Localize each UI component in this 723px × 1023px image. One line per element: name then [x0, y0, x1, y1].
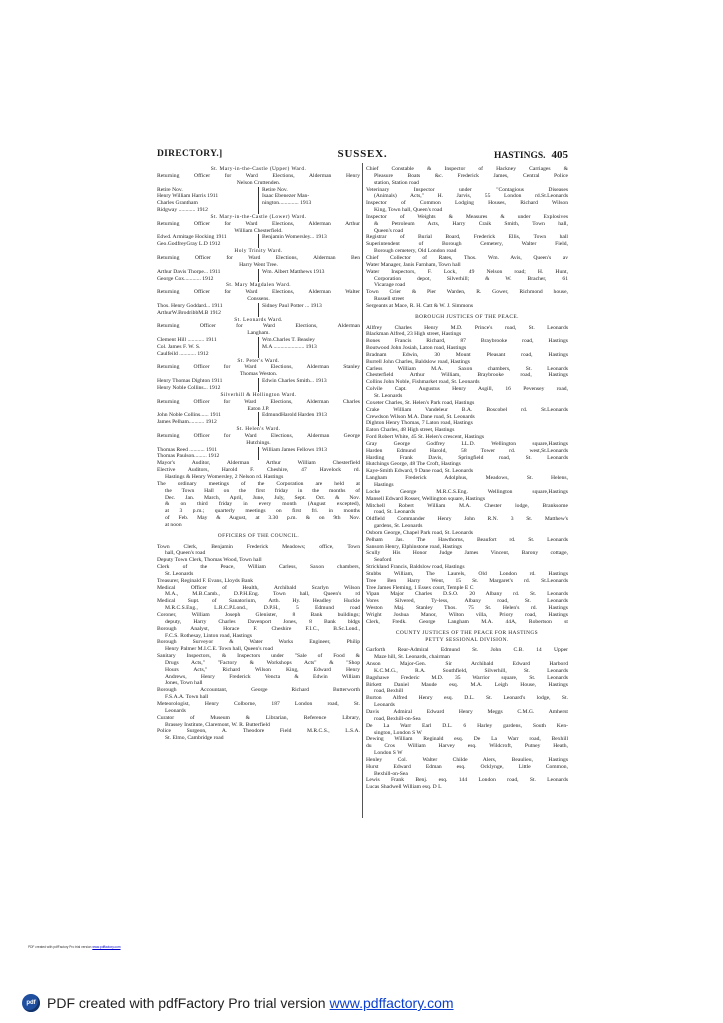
- councillor-entry: Arthur Davis Thorpe... 1911: [157, 268, 221, 275]
- text-line: Crake William Vandeleur B.A. Boscobel rd. St.Leonards: [366, 406, 568, 413]
- councillor-entry: [262, 453, 360, 460]
- councillor-right-list: [258, 447, 360, 461]
- text-line: Vipan Major Charles D.S.O. 20 Albany rd. St. Leonards: [366, 591, 568, 598]
- councillor-entry: Caulfeild ............ 1912: [157, 350, 209, 357]
- councillor-left-list: [157, 187, 258, 214]
- continuation-line: road, Bexhill-on-Sea: [374, 715, 421, 722]
- councillor-left-list: [157, 378, 258, 392]
- text-line: Hutchings George, 48 The Croft, Hastings: [366, 461, 461, 468]
- councillor-entry: Isaac Ebenezer Man-: [262, 193, 310, 200]
- councillor-entry: Clement Hill ............ 1911: [157, 337, 217, 344]
- text-line: Ford Robert White, 45 St. Helen's crescent, Hastings: [366, 434, 485, 441]
- councillor-entry: Col. James F. W. S.: [157, 343, 201, 350]
- councillor-entry: Thomas Paulson......... 1912: [157, 453, 220, 460]
- text-line: Inspector of Common Lodging Houses, Richard Wilson: [366, 200, 568, 207]
- councillor-table: [157, 378, 360, 392]
- text-line: Clerk, Fredk. George Langham M.A. 44A, Robertson st: [366, 618, 568, 625]
- continuation-line: of Feb. May & August, at 3.30 p.m. & on 9th Nov.: [165, 515, 360, 522]
- continuation-line: King, Town hall, Queen's road: [374, 207, 443, 214]
- text-line: Medical Supt. of Sanatorium, Arth. Hy. Headley Huckle: [157, 598, 360, 605]
- text-line: Superintendent of Borough Cemetery, Walter Field,: [366, 241, 568, 248]
- continuation-line: (Animals) Acts," H. Jarvis, 55 London rd.St.Leonards: [374, 193, 568, 200]
- text-line: Chesterfield Arthur William, Braybrooke road, Hastings: [366, 372, 568, 379]
- running-head-town: HASTINGS.: [494, 151, 546, 161]
- continuation-line: gardens, St. Leonards: [374, 523, 423, 530]
- continuation-line: & Petroleum Acts, Harry Craik Smith, Town hall,: [374, 220, 568, 227]
- text-line: Oldfield Commander Henry John R.N. 3 St. Matthew's: [366, 516, 568, 523]
- councillor-entry: Henry Noble Collins... 1912: [157, 385, 221, 391]
- section-heading: Silverhill & Hollington Ward.: [220, 391, 297, 398]
- left-text-column: [157, 166, 360, 742]
- councillor-entry: George Cox............ 1912: [157, 275, 214, 282]
- text-line: Lucas Shadwell William esq. D L: [366, 784, 442, 791]
- continuation-line: Vicarage road: [374, 282, 406, 289]
- continuation-line: at noon: [165, 521, 182, 528]
- continuation-line: Maze hill, St. Leonards, chairman: [374, 654, 450, 661]
- text-line: Birkett Daniel Maude esq. M.A. Leigh House, Hastings: [366, 681, 568, 688]
- text-line: Henley Col. Walter Childe Alers, Beaulieu, Hastings: [366, 756, 568, 763]
- councillor-entry: [262, 310, 360, 317]
- continuation-line: Seaford: [374, 557, 392, 564]
- text-line: Mansell Edward Rosser, Wellington square, Hastings: [366, 495, 486, 502]
- councillor-entry: Thos. Henry Goddard... 1911: [157, 302, 223, 309]
- continuation-line: & on third friday in every month (August excepted),: [165, 501, 360, 508]
- councillor-entry: Retire Nov.: [262, 186, 288, 193]
- councillor-entry: Wm. Albert Matthews 1913: [262, 268, 325, 275]
- text-line: Medical Officer of Health, Archibald Scarlyn Wilson: [157, 584, 360, 591]
- text-line: Weston Maj. Stanley Thos. 75 St. Helen's rd. Hastings: [366, 605, 568, 612]
- councillor-right-list: [258, 187, 360, 214]
- continuation-line: sington, London S W: [374, 729, 422, 736]
- text-line: Deputy Town Clerk, Thomas Wood, Town hall: [157, 557, 262, 564]
- text-line: Blackman Alfred, 23 High street, Hastings: [366, 331, 462, 338]
- text-line: Returning Officer for Ward Elections, Alderman Walter: [157, 289, 360, 296]
- text-line: Inspector of Weights & Measures & under Explosives: [366, 213, 568, 220]
- text-line: Returning Officer for Ward Elections, Alderman Arthur: [157, 220, 360, 227]
- text-line: Vores Silvered, Ty-less, Albany road, St. Leonards: [366, 598, 568, 605]
- councillor-entry: Geo.GodfreyGray L.D 1912: [157, 241, 221, 248]
- text-line: Mitchell Robert William M.A. Chester lodge, Branksome: [366, 502, 568, 509]
- councillor-table: [157, 337, 360, 358]
- councillor-right-list: [258, 378, 360, 392]
- text-line: Returning Officer for Ward Elections, Alderman: [157, 323, 360, 330]
- text-line: Osborn George, Chapel Park road, St. Leonards: [366, 529, 473, 536]
- councillor-entry: EdmundHarold Harden 1913: [262, 412, 327, 419]
- text-line: Town Crier & Pier Warden, R. Gower, Richmond house,: [366, 289, 568, 296]
- text-line: Registrar of Burial Board, Frederick Ellis, Town hall: [366, 234, 568, 241]
- text-line: Coroner, William Joseph Glenister, 8 Bank buildings;: [157, 612, 360, 618]
- continuation-line: Queen's road: [374, 227, 404, 234]
- text-line: Borough Surveyor & Water Works Engineer, Philip: [157, 639, 360, 646]
- councillor-entry: Wm.Charles T. Beasley: [262, 337, 315, 344]
- section-heading: St. Peter's Ward.: [237, 357, 280, 364]
- continuation-line: hall, Queen's road: [165, 550, 206, 557]
- section-heading: St. Helen's Ward.: [236, 426, 281, 433]
- continuation-line: road, St. Leonards: [374, 509, 416, 516]
- text-line: Boutwood John Josiah, Laton road, Hastings: [366, 345, 467, 352]
- text-line: Harden Edmund Harold, 58 Tower rd. west,St.Leonards: [366, 447, 568, 454]
- continuation-line: Bexhill-on-Sea: [374, 770, 408, 777]
- text-line: Bones Francis Richard, 87 Braybrooke road, Hastings: [366, 338, 568, 345]
- text-line: Langham Frederick Adolphus, Meadows, St. Helens,: [366, 475, 568, 482]
- continuation-line: Corporation depot, Silverhill; & W. Bracher, 61: [374, 275, 568, 282]
- centered-line: Langham.: [247, 330, 270, 337]
- continuation-line: Pleasure Boats &c. Frederick James, Central Police: [374, 172, 568, 179]
- councillor-table: [157, 412, 360, 426]
- text-line: Chief Constable & Inspector of Hackney Carriages &: [366, 166, 568, 172]
- pdffactory-logo-icon: pdf: [22, 994, 40, 1012]
- text-line: Kaye-Smith Edward, 9 Dane road, St. Leonards: [366, 468, 474, 475]
- text-line: Collins John Noble, Fishmarket road, St. Leonards: [366, 379, 480, 386]
- text-line: Wright Joshua Manor, Wilton villa, Priory road, Hastings: [366, 612, 568, 618]
- councillor-left-list: [157, 337, 258, 358]
- continuation-line: Hastings & Henry Womersley, 2 Nelson rd. Hastings: [165, 473, 284, 480]
- centered-line: Thomas Weston.: [239, 371, 278, 378]
- councillor-entry: James Pelham........... 1912: [157, 419, 217, 426]
- continuation-line: K.C.M.G., R.A. Southfield, Silverhill, St. Leonards: [374, 667, 568, 674]
- footer-link[interactable]: www.pdffactory.com: [329, 995, 454, 1011]
- councillor-right-list: [258, 337, 360, 358]
- councillor-entry: nington.............. 1913: [262, 200, 312, 207]
- text-line: Strickland Francis, Baldslow road, Hastings: [366, 564, 465, 571]
- running-head-county: SUSSEX.: [337, 148, 388, 160]
- councillor-entry: ArthurW.BrodribbM.B 1912: [157, 309, 221, 316]
- text-line: Gray George Godfrey LL.D. Wellington square,Hastings: [366, 440, 568, 447]
- councillor-entry: Benjamin Womersley... 1913: [262, 234, 327, 241]
- text-line: Water Inspectors, F. Lock, 49 Nelson road; H. Hunt,: [366, 268, 568, 275]
- continuation-line: Drugs Acts," "Factory & Workshops Acts" & "Shop: [165, 659, 360, 666]
- councillor-left-list: [157, 234, 258, 248]
- councillor-entry: Ridgway ............ 1912: [157, 207, 208, 214]
- councillor-entry: Henry Thomas Dighton 1911: [157, 378, 223, 385]
- centered-line: Conssens.: [247, 296, 270, 303]
- continuation-line: F.C.S. Rothesay, Linton road, Hastings: [165, 632, 252, 639]
- section-heading: BOROUGH JUSTICES OF THE PEACE.: [415, 313, 519, 320]
- text-line: Veterinary Inspector under "Contagious Diseases: [366, 186, 568, 193]
- text-line: Borough Analyst, Horace F. Cheshire F.I.C., B.Sc.Lond.,: [157, 625, 360, 632]
- councillor-left-list: [157, 269, 258, 283]
- pdf-footer: [22, 993, 454, 1013]
- section-heading: Holy Trinity Ward.: [234, 248, 283, 255]
- councillor-right-list: [258, 234, 360, 248]
- text-line: Bradnam Edwin, 30 Mount Pleasant road, Hastings: [366, 351, 568, 358]
- text-line: Lewis Frank Benj. esq. 144 London road, St. Leonards: [366, 777, 568, 784]
- continuation-line: Brassey Institute, Claremont, W. R. Butterfield: [165, 721, 270, 728]
- text-line: Bagshawe Frederic M.D. 35 Warrior square, St. Leonards: [366, 674, 568, 681]
- centered-line: Hutchings.: [246, 439, 271, 446]
- text-line: Water Manager, Janis Farnham, Town hall: [366, 261, 461, 268]
- continuation-line: Leonards: [374, 702, 395, 709]
- continuation-line: St. Leonards: [165, 570, 194, 577]
- text-line: Borough Accountant, George Richard Butterworth: [157, 687, 360, 694]
- councillor-entry: Thomas Reed ........... 1911: [157, 446, 218, 453]
- right-text-column: [366, 166, 568, 791]
- text-line: Hurst Edward Edman esq. Ocklynge, Little Common,: [366, 763, 568, 770]
- centered-line: Nelson Cruttenden.: [236, 179, 281, 186]
- councillor-entry: Edwd. Armitage Hocking 1911: [157, 234, 227, 241]
- text-line: Returning Officer for Ward Elections, Alderman Henry: [157, 172, 360, 179]
- text-line: Carless William M.A. Saxon chambers, St. Leonards: [366, 365, 568, 372]
- text-line: Garforth Rear-Admiral Edmund St. John C.B. 14 Upper: [366, 647, 568, 654]
- councillor-table: [157, 447, 360, 461]
- centered-line: Harry Went Tree.: [239, 261, 278, 268]
- continuation-line: Russell street: [374, 296, 404, 303]
- councillor-entry: [262, 276, 360, 283]
- continuation-line: Hours Acts," Richard Wilson King, Edward Henry: [165, 666, 360, 673]
- councillor-entry: [262, 241, 360, 248]
- text-line: Police Surgeon, A. Theodore Field M.R.C.S., L.S.A.: [157, 728, 360, 735]
- text-line: Sansom Henry, Elphinstone road, Hastings: [366, 543, 462, 550]
- text-line: Stubbs William, The Laurels, Old London rd. Hastings: [366, 570, 568, 577]
- text-line: Sergeants at Mace, R. H. Catt & W. J. Simmons: [366, 302, 474, 309]
- continuation-line: F.S.A.A. Town hall: [165, 694, 209, 701]
- continuation-line: Leonards: [165, 707, 186, 714]
- continuation-line: Jones, Town hall: [165, 680, 203, 687]
- continuation-line: St. Elmo, Cambridge road: [165, 735, 224, 742]
- page-number: 405: [551, 149, 568, 161]
- councillor-left-list: [157, 412, 258, 426]
- text-line: Dighton Henry Thomas, 7 Laton road, Hastings: [366, 420, 473, 427]
- text-line: Returning Officer for Ward Elections, Alderman Ben: [157, 254, 360, 261]
- text-line: Coxeter Charles, St. Helen's Park road, Hastings: [366, 399, 475, 406]
- section-heading: OFFICERS OF THE COUNCIL.: [217, 532, 300, 539]
- councillor-entry: Henry William Harris 1911: [157, 193, 219, 200]
- text-line: Mayor's Auditor, Alderman Arthur William Chesterfield: [157, 460, 360, 467]
- text-line: Chief Collector of Rates, Thos. Wm. Avis, Queen's av: [366, 254, 568, 261]
- text-line: Elective Auditors, Harold F. Cheshire, 47 Havelock rd.: [157, 467, 360, 474]
- councillor-entry: Charles Grantham: [157, 200, 198, 207]
- section-heading: COUNTY JUSTICES OF THE PEACE FOR HASTINGS: [395, 629, 539, 636]
- text-line: Burrell John Charles, Baldslow road, Hastings: [366, 358, 470, 365]
- section-heading: St. Mary Magdalen Ward.: [225, 282, 292, 289]
- continuation-line: London S W: [374, 750, 403, 757]
- councillor-entry: John Noble Collins...... 1911: [157, 412, 221, 419]
- text-line: du Cros William Harvey esq. Wildcroft, Putney Heath,: [366, 743, 568, 750]
- section-heading: St. Leonards Ward.: [234, 316, 283, 323]
- text-line: Sanitary Inspectors, & Inspectors under "Sale of Food &: [157, 653, 360, 660]
- continuation-line: M.A., M.B.Camb., D.P.H.Eng. Town hall, Queen's rd: [165, 591, 360, 598]
- continuation-line: road, Bexhill: [374, 688, 404, 695]
- text-line: Town Clerk, Benjamin Frederick Meadows; office, Town: [157, 543, 360, 550]
- councillor-entry: [262, 385, 360, 392]
- tiny-note-link[interactable]: www.pdffactory.com: [92, 945, 121, 949]
- text-line: Eaton Charles, 48 High street, Hastings: [366, 427, 455, 434]
- text-line: Tree Ben Harry Went, 15 St. Margaret's rd. St.Leonards: [366, 577, 568, 584]
- text-line: Burton Alfred Henry esq. D.L. St. Leonard's lodge, St.: [366, 695, 568, 702]
- text-line: Tree James Fleming, 1 Essex court, Temple E C: [366, 584, 474, 591]
- text-line: Locke George M.R.C.S.Eng. Wellington square,Hastings: [366, 488, 568, 495]
- centered-line: Eaton J.P.: [247, 405, 270, 412]
- text-line: Curator of Museum & Librarian, Reference Library,: [157, 714, 360, 721]
- text-line: Allfrey Charles Henry M.D. Prince's road, St. Leonards: [366, 324, 568, 331]
- text-line: Dewing William Reginald esq. De La Warr road, Bexhill: [366, 736, 568, 743]
- continuation-line: St. Leonards: [374, 393, 403, 399]
- councillor-entry: William James Fellows 1913: [262, 446, 327, 453]
- text-line: Returning Officer for Ward Elections, Alderman Stanley: [157, 364, 360, 371]
- councillor-table: [157, 269, 360, 283]
- text-line: Returning Officer for Ward Elections, Alderman Charles: [157, 398, 360, 405]
- text-line: Scully His Honor Judge James Vincent, Barony cottage,: [366, 550, 568, 557]
- text-line: Harding Frank Davis, Springfield road, St. Leonards: [366, 454, 568, 461]
- councillor-left-list: [157, 303, 258, 317]
- text-line: Meteorologist, Henry Colborne, 187 London road, St.: [157, 700, 360, 707]
- column-divider: [362, 163, 363, 818]
- text-line: Davis Admiral Edward Henry Meggs C.M.G. Amherst: [366, 708, 568, 715]
- text-line: De La Warr Earl D.L. 6 Harley gardens, South Ken-: [366, 722, 568, 729]
- continuation-line: the Town Hall on the first friday in the months of: [165, 487, 360, 494]
- councillor-right-list: [258, 303, 360, 317]
- text-line: The ordinary meetings of the Corporation are held at: [157, 480, 360, 487]
- section-heading: PETTY SESSIONAL DIVISION.: [425, 636, 509, 643]
- continuation-line: Borough cemetery, Old London road: [374, 248, 457, 255]
- text-line: Crewdson Wilson M.A. Dane road, St. Leonards: [366, 413, 475, 420]
- councillor-table: [157, 187, 360, 214]
- councillor-entry: [262, 419, 360, 426]
- running-head-left: DIRECTORY.]: [157, 149, 223, 159]
- footer-text: PDF created with pdfFactory Pro trial version: [47, 995, 326, 1011]
- continuation-line: Henry Palmer M.I.C.E. Town hall, Queen's road: [165, 646, 273, 653]
- councillor-right-list: [258, 269, 360, 283]
- councillor-entry: M.A ...................... 1913: [262, 343, 317, 350]
- text-line: Clerk of the Peace, William Carless, Saxon chambers,: [157, 564, 360, 571]
- councillor-entry: [262, 351, 360, 358]
- councillor-table: [157, 234, 360, 248]
- councillor-right-list: [258, 412, 360, 426]
- councillor-entry: [262, 207, 360, 214]
- councillor-left-list: [157, 447, 258, 461]
- continuation-line: Hastings: [374, 481, 394, 488]
- councillor-entry: Retire Nov.: [157, 186, 183, 193]
- councillor-entry: Sidney Paul Potter ... 1913: [262, 302, 322, 309]
- tiny-pdf-note: [28, 945, 121, 949]
- section-heading: St. Mary-in-the-Castle (Lower) Ward.: [210, 213, 307, 220]
- text-line: Returning Officer for Ward Elections, Alderman George: [157, 432, 360, 439]
- section-heading: St. Mary-in-the-Castle (Upper) Ward.: [210, 166, 307, 172]
- continuation-line: deputy, Harry Charles Davenport Jones, 8 Bank bldgs: [165, 618, 360, 625]
- continuation-line: station, Station road: [374, 179, 419, 186]
- centered-line: William Chesterfield.: [234, 227, 283, 234]
- continuation-line: at 3 p.m.; quarterly meetings on first fri. in months: [165, 508, 360, 515]
- councillor-table: [157, 303, 360, 317]
- continuation-line: Andrews, Henry Frederick Vencta & Edwin William: [165, 673, 360, 680]
- continuation-line: M.R.C.S.Eng., L.R.C.P.Lond., D.P.H., 5 Edmund road: [165, 605, 360, 612]
- text-line: Anson Major-Gen. Sir Archibald Edward Harbord: [366, 661, 568, 668]
- text-line: Colvile Capt. Augustus Henry Asgill, 16 Pevensey road,: [366, 386, 568, 393]
- running-head-right: [494, 149, 568, 161]
- continuation-line: Dec. Jan. March, April, June, July, Sept. Oct. & Nov.: [165, 494, 360, 501]
- tiny-note-text: PDF created with pdfFactory Pro trial version: [28, 945, 93, 949]
- councillor-entry: Edwin Charles Smith... 1913: [262, 378, 327, 385]
- page-header: [157, 149, 568, 163]
- text-line: Treasurer, Reginald F. Evans, Lloyds Bank: [157, 577, 254, 584]
- text-line: Pelham Jas. The Hawthorns, Beaufort rd. St. Leonards: [366, 536, 568, 543]
